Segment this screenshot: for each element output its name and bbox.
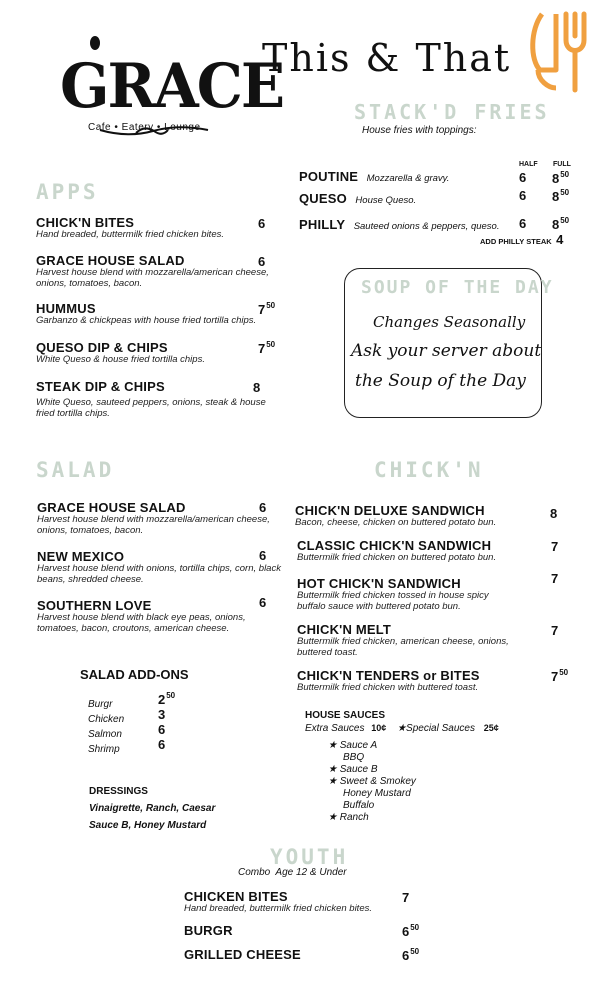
- item-name: CHICK'N BITES: [36, 215, 135, 230]
- item-name: QUESO DIP & CHIPS: [36, 340, 168, 355]
- chickn-title: CHICK'N: [374, 458, 484, 482]
- full-price: [552, 216, 569, 232]
- item-desc: Buttermilk fried chicken with buttered toast.: [297, 682, 479, 693]
- addon-name: Burgr: [88, 699, 113, 710]
- extra-sauces-label: Extra Sauces: [305, 723, 365, 734]
- special-sauces-price: 25¢: [483, 723, 499, 733]
- dressings-line1: Vinaigrette, Ranch, Caesar: [89, 803, 216, 814]
- price-main: 7: [551, 571, 559, 586]
- item-desc: Sauteed onions & peppers, queso.: [353, 221, 500, 232]
- youth-title: YOUTH: [270, 845, 349, 869]
- item-price: [402, 889, 410, 905]
- salad-item: [37, 500, 287, 536]
- salad-title: SALAD: [36, 458, 115, 482]
- addon-row: [88, 739, 188, 754]
- chickn-item: [297, 622, 570, 658]
- price-cents: 50: [266, 301, 276, 310]
- logo: [58, 34, 284, 154]
- salad-addons-list: [88, 691, 188, 755]
- item-name: POUTINE: [299, 169, 359, 184]
- item-name: BURGR: [184, 923, 233, 938]
- soup-line1: Changes Seasonally: [373, 313, 526, 331]
- item-desc: Harvest house blend with mozzarella/american cheese, onions, tomatoes, bacon.: [36, 267, 269, 289]
- full-price-main: 8: [552, 217, 560, 232]
- item-price: 6: [259, 548, 267, 563]
- youth-item: [184, 947, 429, 962]
- grace-logo-text: GRACE: [60, 50, 284, 122]
- addon-row: [88, 709, 188, 724]
- chickn-item: [295, 503, 570, 529]
- col-half-label: HALF: [519, 161, 538, 168]
- full-price: [552, 170, 569, 186]
- item-name: STEAK DIP & CHIPS: [36, 379, 165, 394]
- price-main: 7: [402, 890, 410, 905]
- item-price: [402, 947, 419, 963]
- price-cents: 50: [559, 668, 569, 677]
- app-item: [36, 379, 286, 419]
- sauce-line: ★ Sweet & Smokey: [328, 776, 416, 787]
- col-full-label: FULL: [553, 161, 571, 168]
- price-cents: 50: [166, 691, 176, 700]
- item-desc: Hand breaded, buttermilk fried chicken bites.: [36, 229, 224, 240]
- addon-price: [158, 736, 166, 752]
- addon-name: Shrimp: [88, 744, 120, 755]
- price-main: 7: [551, 669, 559, 684]
- full-price-main: 8: [552, 189, 560, 204]
- sauce-line: ★ Sauce B: [328, 764, 378, 775]
- price-main: 7: [258, 302, 266, 317]
- price-main: 8: [550, 506, 558, 521]
- item-name: CHICK'N MELT: [297, 622, 392, 637]
- item-desc: Buttermilk fried chicken tossed in house spicy buffalo sauce with buttered potato bun.: [297, 590, 489, 612]
- logo-tagline: Cafe • Eatery • Lounge: [88, 122, 201, 133]
- price-main: 7: [258, 341, 266, 356]
- full-price-cents: 50: [560, 170, 570, 179]
- item-price: [258, 215, 266, 231]
- price-cents: 50: [410, 923, 420, 932]
- philly-addon: [480, 231, 563, 249]
- item-name: HUMMUS: [36, 301, 96, 316]
- item-desc: Hand breaded, buttermilk fried chicken bites.: [184, 903, 372, 914]
- half-price: 6: [519, 170, 527, 185]
- app-item: [36, 253, 286, 289]
- sauce-line: Buffalo: [343, 800, 375, 811]
- item-name: SOUTHERN LOVE: [37, 598, 152, 613]
- item-name: CHICK'N DELUXE SANDWICH: [295, 503, 485, 518]
- addon-row: [88, 724, 188, 739]
- item-price: [551, 668, 568, 684]
- item-name: GRACE HOUSE SALAD: [37, 500, 186, 515]
- stackd-item: [299, 190, 579, 208]
- addon-price: [158, 691, 175, 707]
- item-name: PHILLY: [299, 217, 346, 232]
- price-main: 6: [158, 737, 166, 752]
- app-item: [36, 301, 286, 327]
- price-main: 6: [158, 722, 166, 737]
- extra-sauces-price: 10¢: [371, 723, 387, 733]
- addon-price: [158, 706, 166, 722]
- item-desc: Garbanzo & chickpeas with house fried tortilla chips.: [36, 315, 257, 326]
- apps-title: APPS: [36, 180, 99, 204]
- price-cents: 50: [266, 340, 276, 349]
- half-price: 6: [519, 216, 527, 231]
- youth-item: [184, 889, 429, 915]
- item-desc: Buttermilk fried chicken on buttered potato bun.: [297, 552, 497, 563]
- price-main: 6: [402, 948, 410, 963]
- item-price: [551, 538, 559, 554]
- addon-label: ADD PHILLY STEAK: [480, 237, 552, 246]
- price-main: 7: [551, 539, 559, 554]
- item-price: [551, 570, 559, 586]
- item-desc: Harvest house blend with black eye peas, onions, tomatoes, bacon, croutons, american cheese.: [37, 612, 246, 634]
- price-main: 2: [158, 692, 166, 707]
- stackd-item: [299, 168, 579, 186]
- price-main: 6: [258, 254, 266, 269]
- item-desc: House Queso.: [355, 195, 417, 206]
- item-desc: Harvest house blend with mozzarella/american cheese, onions, tomatoes, bacon.: [37, 514, 270, 536]
- full-price-main: 8: [552, 171, 560, 186]
- item-price: [258, 301, 275, 317]
- dressings-title: DRESSINGS: [89, 786, 148, 797]
- price-main: 3: [158, 707, 166, 722]
- chickn-item: [297, 538, 570, 564]
- item-price: [550, 505, 558, 521]
- item-desc: White Queso & house fried tortilla chips.: [36, 354, 205, 365]
- app-item: [36, 340, 286, 366]
- item-name: GRACE HOUSE SALAD: [36, 253, 185, 268]
- sauce-list: [328, 740, 416, 824]
- item-desc: White Queso, sauteed peppers, onions, steak & house fried tortilla chips.: [36, 397, 266, 419]
- salad-item: [37, 549, 287, 585]
- special-sauces-label: ★Special Sauces: [397, 723, 475, 734]
- item-desc: Bacon, cheese, chicken on buttered potato bun.: [295, 517, 497, 528]
- item-price: [551, 622, 559, 638]
- stackd-subtitle: House fries with toppings:: [362, 125, 477, 136]
- price-main: 6: [402, 924, 410, 939]
- sauce-line: ★ Ranch: [328, 812, 369, 823]
- addon-row: [88, 691, 188, 710]
- item-price: [253, 379, 261, 395]
- full-price-cents: 50: [560, 188, 570, 197]
- page-title: This & That: [262, 36, 512, 80]
- price-main: 6: [258, 216, 266, 231]
- item-desc: Harvest house blend with onions, tortilla chips, corn, black beans, shredded cheese.: [37, 563, 281, 585]
- sauces-prices-row: [305, 723, 499, 734]
- item-name: CHICKEN BITES: [184, 889, 288, 904]
- chickn-item: [297, 668, 570, 694]
- house-sauces-title: HOUSE SAUCES: [305, 710, 386, 721]
- item-name: CHICK'N TENDERS or BITES: [297, 668, 480, 683]
- price-cents: 50: [410, 947, 420, 956]
- item-name: NEW MEXICO: [37, 549, 125, 564]
- half-price: 6: [519, 188, 527, 203]
- price-main: 8: [253, 380, 261, 395]
- item-price: [258, 253, 266, 269]
- sauce-line: ★ Sauce A: [328, 740, 378, 751]
- item-price: 6: [259, 595, 267, 610]
- addon-price: [158, 721, 166, 737]
- stackd-title: STACK'D FRIES: [354, 100, 550, 124]
- item-name: GRILLED CHEESE: [184, 947, 301, 962]
- soup-line2: Ask your server about: [351, 341, 542, 361]
- sauce-line: Honey Mustard: [343, 788, 411, 799]
- full-price: [552, 188, 569, 204]
- addon-name: Chicken: [88, 714, 125, 725]
- youth-subtitle: Combo Age 12 & Under: [238, 867, 347, 878]
- soup-box: [344, 268, 554, 418]
- addon-price: 4: [556, 232, 564, 247]
- item-price: [258, 340, 275, 356]
- item-price: 6: [259, 500, 267, 515]
- item-price: [402, 923, 419, 939]
- item-desc: Mozzarella & gravy.: [366, 173, 450, 184]
- soup-line3: the Soup of the Day: [355, 371, 526, 391]
- item-name: QUESO: [299, 191, 347, 206]
- sauce-line: BBQ: [343, 752, 365, 763]
- price-main: 7: [551, 623, 559, 638]
- item-desc: Buttermilk fried chicken, american cheese, onions, buttered toast.: [297, 636, 509, 658]
- youth-item: [184, 923, 429, 938]
- soup-title: SOUP OF THE DAY: [361, 277, 554, 298]
- salad-addons-title: SALAD ADD-ONS: [80, 667, 189, 682]
- item-name: HOT CHICK'N SANDWICH: [297, 576, 461, 591]
- app-item: [36, 215, 286, 241]
- chickn-item: [297, 571, 570, 612]
- salad-item: [37, 595, 287, 634]
- item-name: CLASSIC CHICK'N SANDWICH: [297, 538, 492, 553]
- full-price-cents: 50: [560, 216, 570, 225]
- dressings-line2: Sauce B, Honey Mustard: [89, 820, 207, 831]
- addon-name: Salmon: [88, 729, 122, 740]
- fork-knife-icon: [526, 10, 596, 94]
